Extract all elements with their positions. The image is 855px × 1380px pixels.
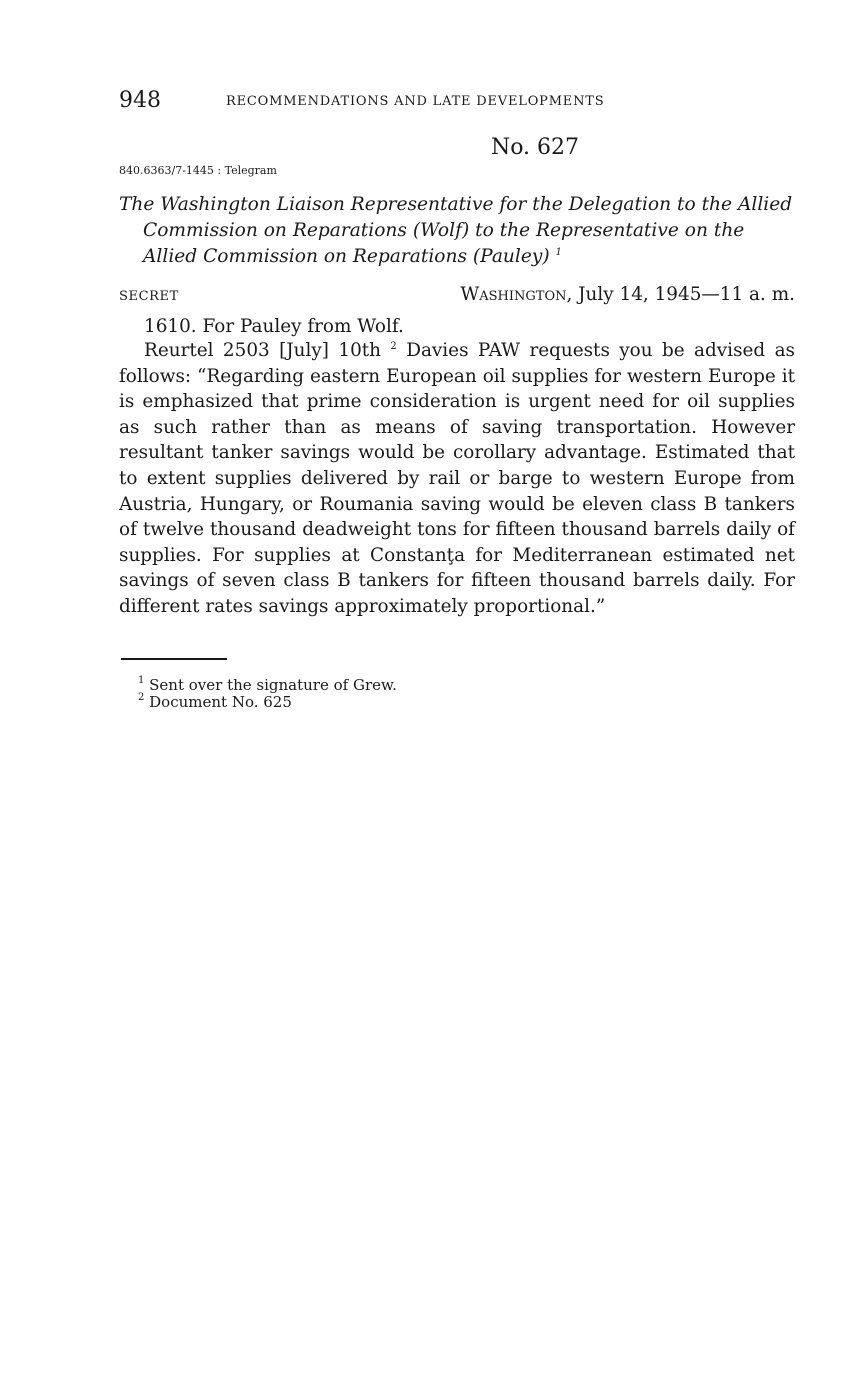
footnote-rule — [121, 658, 227, 660]
footnote-text: Document No. 625 — [149, 693, 292, 711]
classification: SECRET — [119, 289, 179, 304]
paragraph-body-lead: Reurtel 2503 [July] 10th — [144, 340, 382, 361]
document-number-text: No. 627 — [490, 135, 580, 160]
paragraph-body-text: Davies PAW requests you be advised as follows: “Regarding eastern European oil supplies for western Europe it is emphasized that prime consideration is urgent need for oil supplies as such rather than as means of saving transportation. However resultant tanker savings would be corollary advantage. Estimated that to extent supplies delivered by rail or barge to western Europe from Austria, Hungary, or Roumania saving would be eleven class B tankers of twelve thousand deadweight tons for fifteen thousand barrels daily of supplies. For supplies at Constanţa for Mediterranean estimated net savings of seven class B tankers for fifteen thousand barrels daily. For different rates savings approximately proportional.” — [119, 340, 795, 617]
running-head: RECOMMENDATIONS AND LATE DEVELOPMENTS — [226, 94, 605, 109]
page-number: 948 — [119, 88, 161, 113]
document-title — [119, 192, 795, 270]
document-title-text: The Washington Liaison Representative for the Delegation to the Allied Commission on Reparations (Wolf) to the Representative on the Allied Commission on Reparations (Pauley) — [119, 194, 793, 267]
footnote-marker: 1 — [138, 675, 145, 686]
footnote-text: Sent over the signature of Grew. — [149, 676, 397, 694]
dateline-date: , July 14, 1945—11 a. m. — [566, 284, 795, 305]
dateline-place: Washington — [460, 284, 567, 305]
body-footnote-ref: 2 — [390, 341, 397, 352]
paragraph-body — [119, 338, 795, 620]
paragraph-opening: 1610. For Pauley from Wolf. — [144, 316, 404, 337]
document-number — [0, 135, 855, 160]
dateline — [460, 284, 795, 305]
title-footnote-ref: 1 — [555, 247, 562, 258]
footnote-marker: 2 — [138, 692, 145, 703]
file-reference: 840.6363/7-1445 : Telegram — [119, 164, 277, 177]
footnote — [138, 676, 397, 694]
footnote — [138, 693, 292, 711]
